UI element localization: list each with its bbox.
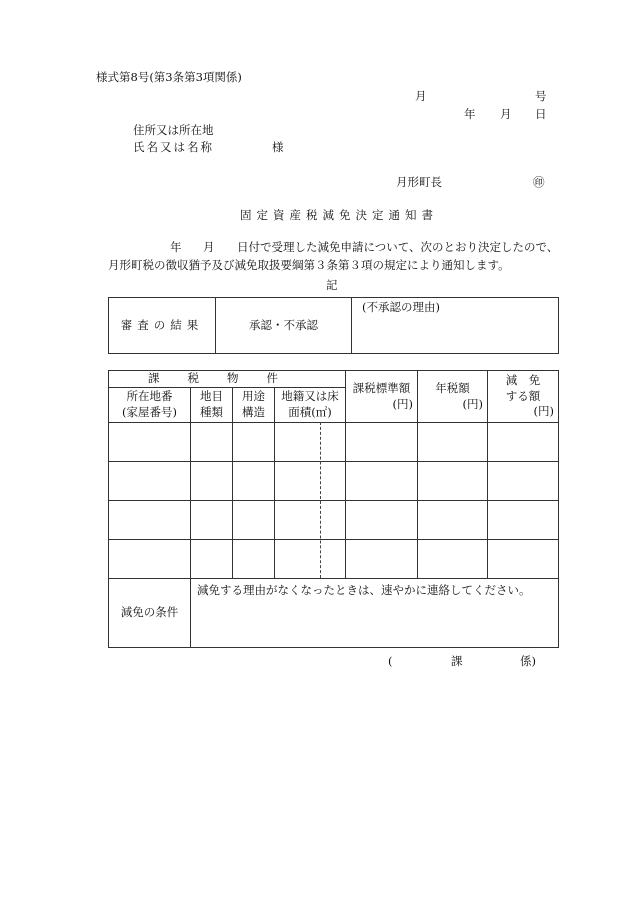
table-row — [109, 423, 559, 462]
table-cell — [191, 540, 233, 579]
use-label-line-1: 用途 — [242, 389, 265, 404]
name-label: 氏名又は名称 — [133, 140, 214, 154]
table-row — [109, 540, 559, 579]
reduction-unit: (円) — [533, 404, 554, 419]
body-year-label: 年 — [170, 240, 182, 254]
area-label-line-1: 地籍又は床 — [281, 389, 339, 404]
table-cell — [488, 540, 559, 579]
month-label: 月 — [415, 89, 427, 103]
area-column-dashed-divider — [320, 422, 321, 578]
document-title: 固定資産税減免決定通知書 — [240, 208, 438, 222]
table-cell — [275, 501, 346, 540]
body-month-label: 月 — [203, 240, 215, 254]
table-cell — [191, 501, 233, 540]
review-label: 審査の結果 — [109, 298, 216, 354]
table-cell — [346, 540, 418, 579]
table-cell — [233, 462, 275, 501]
reduction-header — [488, 371, 559, 423]
table-cell — [233, 540, 275, 579]
table-cell — [109, 501, 191, 540]
location-label-line-1: 所在地番 — [126, 389, 173, 404]
issue-number-label: 号 — [535, 89, 547, 103]
reduction-label-line-2: する額 — [505, 388, 541, 403]
use-label-line-2: 構造 — [242, 405, 265, 419]
table-cell — [191, 462, 233, 501]
area-header — [275, 388, 346, 423]
annual-tax-header — [418, 371, 488, 423]
review-result: 承認・不承認 — [216, 298, 352, 354]
table-cell — [418, 462, 488, 501]
property-table — [108, 370, 559, 648]
footer-open-paren: ( — [388, 654, 393, 668]
rejection-reason-label: (不承認の理由) — [362, 300, 440, 314]
annual-tax-label: 年税額 — [435, 380, 470, 395]
date-month-label: 月 — [500, 107, 512, 121]
honorific: 様 — [272, 140, 284, 154]
ki-mark: 記 — [326, 278, 338, 292]
table-cell — [418, 540, 488, 579]
form-number: 様式第8号(第3条第3項関係) — [96, 70, 242, 84]
table-cell — [346, 501, 418, 540]
property-group-header: 課税物件 — [109, 371, 346, 388]
table-cell — [233, 501, 275, 540]
table-cell — [275, 540, 346, 579]
table-cell — [488, 423, 559, 462]
reduction-label-line-1: 減 免 — [505, 373, 541, 388]
table-cell — [346, 423, 418, 462]
table-cell — [346, 462, 418, 501]
condition-text: 減免する理由がなくなったときは、速やかに連絡してください。 — [191, 579, 559, 648]
table-cell — [488, 501, 559, 540]
land-category-header — [191, 388, 233, 423]
table-cell — [488, 462, 559, 501]
table-cell — [418, 423, 488, 462]
table-row — [109, 501, 559, 540]
date-day-label: 日 — [535, 107, 547, 121]
land-category-label-line-2: 種類 — [200, 405, 223, 419]
annual-tax-unit: (円) — [462, 396, 483, 411]
location-label-line-2: (家屋番号) — [122, 405, 177, 419]
standard-value-unit: (円) — [392, 396, 413, 411]
table-cell — [418, 501, 488, 540]
table-cell — [191, 423, 233, 462]
date-year-label: 年 — [464, 107, 476, 121]
land-category-label-line-1: 地目 — [200, 389, 223, 404]
rejection-reason-cell — [352, 298, 559, 354]
body-line-1: 日付で受理した減免申請について、次のとおり決定したので、 — [237, 240, 559, 254]
review-table — [108, 297, 559, 354]
standard-value-label: 課税標準額 — [352, 380, 411, 395]
area-label-line-2: 面積(㎡) — [288, 405, 332, 419]
condition-label: 減免の条件 — [109, 579, 191, 648]
footer-staff-label: 係) — [520, 654, 536, 668]
address-label: 住所又は所在地 — [133, 123, 214, 137]
table-row — [109, 462, 559, 501]
table-cell — [109, 462, 191, 501]
body-line-2: 月形町税の徴収猶予及び減免取扱要綱第３条第３項の規定により通知します。 — [108, 258, 510, 272]
table-cell — [275, 423, 346, 462]
issuer-title: 月形町長 — [396, 175, 442, 189]
footer-section-label: 課 — [451, 654, 463, 668]
seal-mark: ㊞ — [533, 175, 545, 189]
table-cell — [109, 423, 191, 462]
use-header — [233, 388, 275, 423]
table-cell — [275, 462, 346, 501]
location-header — [109, 388, 191, 423]
standard-value-header — [346, 371, 418, 423]
table-cell — [109, 540, 191, 579]
table-cell — [233, 423, 275, 462]
